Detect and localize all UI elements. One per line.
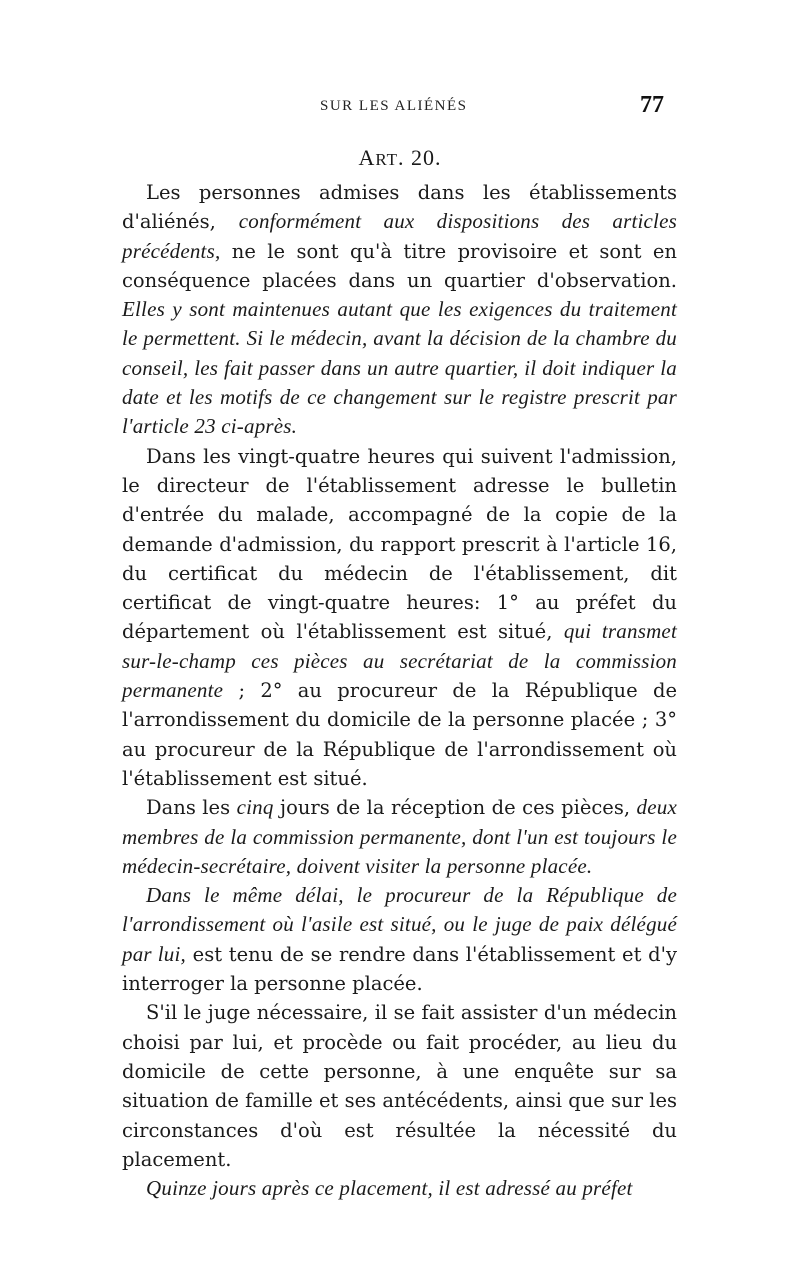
paragraph-1 — [122, 178, 677, 442]
article-heading-number: . 20. — [398, 145, 442, 170]
paragraph-2-text-2: ; 2° au procureur de la République de l'arrondissement du domicile de la personne placée ; 3° au procureur de la République de l'arrondissement où l'établissement est situé. — [122, 679, 677, 790]
paragraph-2 — [122, 442, 677, 794]
paragraph-6 — [122, 1174, 677, 1203]
running-title: SUR LES ALIÉNÉS — [320, 98, 468, 114]
paragraph-4-italic-1: Dans le même délai, le procureur de la République de l'arrondissement où l'asile est situé, ou le juge de paix délégué par lui, — [122, 883, 677, 966]
paragraph-3-italic-1: cinq — [236, 795, 274, 820]
paragraph-2-text-1: Dans les vingt-quatre heures qui suivent l'admission, le directeur de l'établissement adresse le bulletin d'entrée du malade, accompagné de la copie de la demande d'admission, du rapport prescrit à l'article 16, du certificat du médecin de l'établissement, dit certificat de vingt-quatre heures: 1° au préfet du département où l'établissement est situé, — [122, 444, 677, 644]
paragraph-6-italic-1: Quinze jours après ce placement, il est adressé au préfet — [146, 1176, 633, 1201]
paragraph-3-text-2: jours de la réception de ces pièces, — [273, 796, 637, 820]
paragraph-5-text-1: S'il le juge nécessaire, il se fait assister d'un médecin choisi par lui, et procède ou fait procéder, au lieu du domicile de cette personne, à une enquête sur sa situation de famille et ses antécédents, ainsi que sur les circonstances d'où est résultée la nécessité du placement. — [122, 1001, 677, 1171]
paragraph-2-italic-1: qui transmet sur-le-champ ces pièces au secrétariat de la commission permanente — [122, 619, 677, 703]
paragraph-4-text-1: est tenu de se rendre dans l'établissement et d'y interroger la personne placée. — [122, 942, 677, 996]
paragraph-1-italic-1: conformément aux dispositions des articles précédents, — [122, 209, 677, 263]
paragraph-4 — [122, 881, 677, 998]
article-heading-initial: A — [358, 145, 376, 170]
paragraph-3 — [122, 793, 677, 881]
article-heading-smallcaps: RT — [375, 150, 399, 169]
paragraph-1-text-2: ne le sont qu'à titre provisoire et sont en conséquence placées dans un quartier d'observation. — [122, 239, 677, 292]
paragraph-3-text-1: Dans les — [146, 796, 237, 820]
article-body — [122, 178, 677, 1203]
running-head — [0, 92, 800, 122]
article-heading — [0, 145, 800, 171]
page-number: 77 — [640, 92, 664, 118]
paragraph-1-italic-2: Elles y sont maintenues autant que les exigences du traitement le permettent. Si le médecin, avant la décision de la chambre du conseil, les fait passer dans un autre quartier, il doit indiquer la date et les motifs de ce changement sur le registre prescrit par l'article 23 ci-après. — [122, 297, 677, 439]
paragraph-3-italic-2: deux membres de la commission permanente, dont l'un est toujours le médecin-secrétaire, doivent visiter la personne placée. — [122, 795, 677, 878]
paragraph-1-text-1: Les personnes admises dans les établissements d'aliénés, — [122, 181, 677, 234]
paragraph-5 — [122, 998, 677, 1174]
